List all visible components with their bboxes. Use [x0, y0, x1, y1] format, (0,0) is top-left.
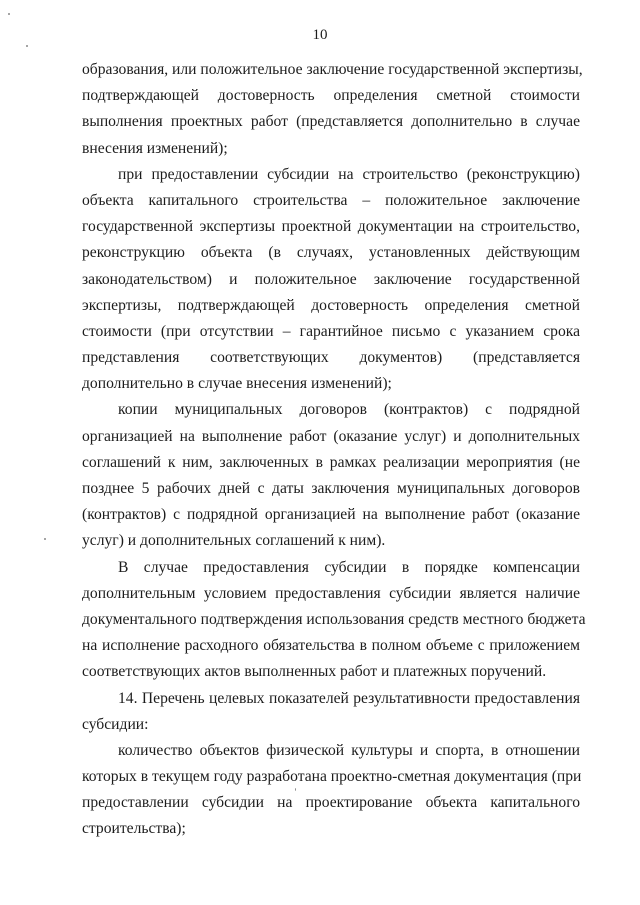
- scan-speck: [8, 13, 10, 15]
- text-line: В случае предоставления субсидии в порядке компенсации: [118, 558, 580, 576]
- text-line: дополнительно в случае внесения изменений);: [82, 375, 392, 393]
- text-line: внесения изменений);: [82, 139, 228, 157]
- paragraph: [82, 397, 580, 554]
- scan-speck: [44, 538, 46, 540]
- text-line: 14. Перечень целевых показателей результативности предоставления: [118, 689, 580, 707]
- text-line: организацией на выполнение работ (оказание услуг) и дополнительных: [82, 427, 580, 445]
- text-line: документального подтверждения использования средств местного бюджета: [82, 610, 586, 628]
- text-line: государственной экспертизы проектной документации на строительство,: [82, 218, 580, 236]
- text-line: соответствующих актов выполненных работ и платежных поручений.: [82, 663, 547, 681]
- text-line: количество объектов физической культуры и спорта, в отношении: [118, 741, 580, 759]
- text-line: дополнительным условием предоставления субсидии является наличие: [82, 584, 580, 602]
- text-line: стоимости (при отсутствии – гарантийное письмо с указанием срока: [82, 322, 580, 340]
- paragraph: [82, 738, 580, 843]
- text-line: реконструкцию объекта (в случаях, установленных действующим: [82, 244, 580, 262]
- text-line: выполнения проектных работ (представляется дополнительно в случае: [82, 113, 580, 131]
- paragraph: [82, 57, 583, 162]
- text-line: экспертизы, подтверждающей достоверность определения сметной: [82, 296, 580, 314]
- text-line: образования, или положительное заключение государственной экспертизы,: [82, 61, 583, 78]
- paragraph: [82, 162, 580, 398]
- text-line: соглашений к ним, заключенных в рамках реализации мероприятия (не: [82, 453, 580, 471]
- text-line: услуг) и дополнительных соглашений к ним).: [82, 532, 386, 550]
- scan-speck: [295, 788, 296, 791]
- text-line: предоставлении субсидии на проектирование объекта капитального: [82, 794, 580, 812]
- text-line: (контрактов) с подрядной организацией на выполнение работ (оказание: [82, 506, 580, 524]
- text-line: на исполнение расходного обязательства в полном объеме с приложением: [82, 637, 580, 655]
- page-number: 10: [312, 27, 328, 43]
- text-line: при предоставлении субсидии на строительство (реконструкцию): [118, 165, 580, 183]
- text-line: строительства);: [82, 820, 186, 838]
- paragraph: [82, 686, 580, 738]
- text-line: субсидии:: [82, 715, 149, 733]
- scan-speck: [26, 45, 28, 47]
- text-line: объекта капитального строительства – положительное заключение: [82, 191, 580, 209]
- text-line: позднее 5 рабочих дней с даты заключения муниципальных договоров: [82, 480, 580, 497]
- document-body: [82, 57, 586, 843]
- text-line: копии муниципальных договоров (контрактов) с подрядной: [118, 401, 580, 419]
- text-line: которых в текущем году разработана проектно-сметная документация (при: [82, 768, 582, 786]
- paragraph: [82, 555, 586, 686]
- text-line: представления соответствующих документов) (представляется: [82, 349, 580, 367]
- text-line: подтверждающей достоверность определения сметной стоимости: [82, 87, 580, 105]
- text-line: законодательством) и положительное заключение государственной: [82, 270, 580, 288]
